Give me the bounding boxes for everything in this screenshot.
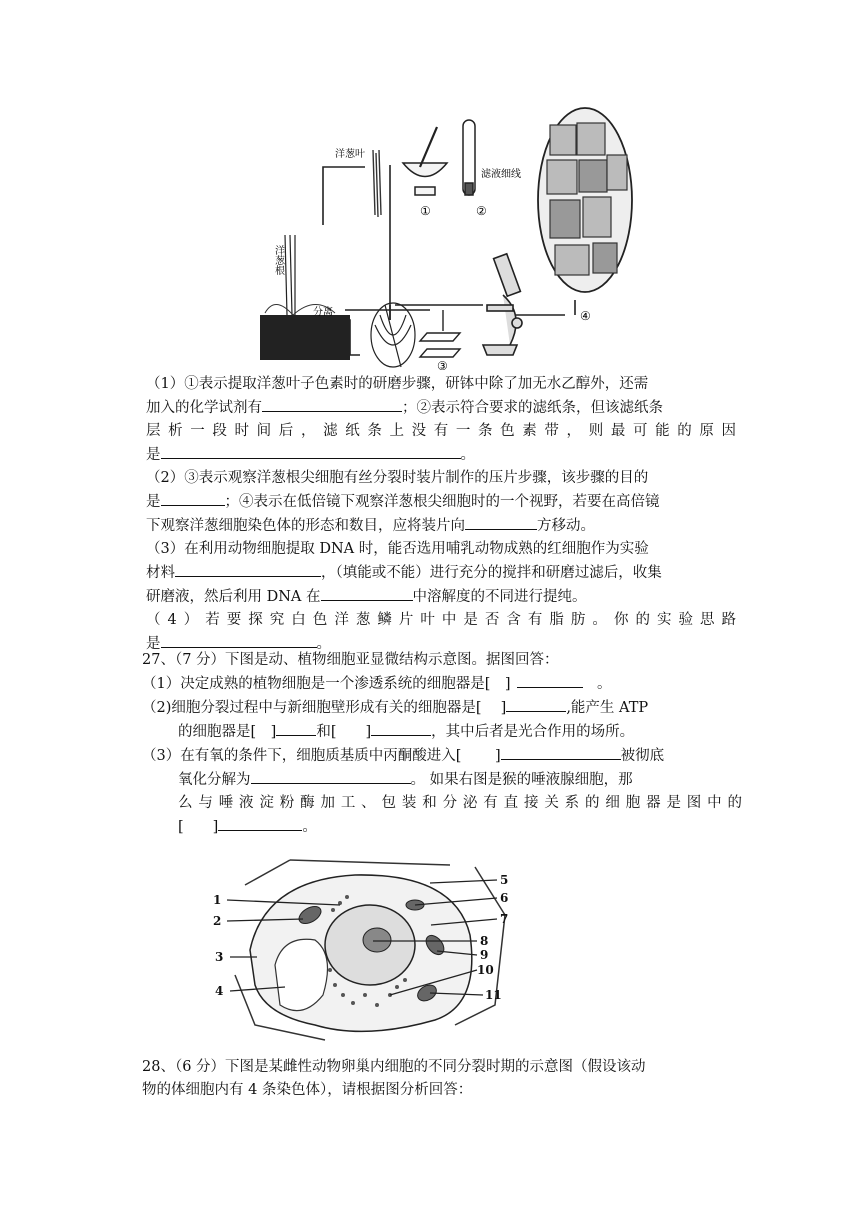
question-27	[142, 649, 742, 839]
q26-p3-line1: （3）在利用动物细胞提取 DNA 时，能否选用哺乳动物成熟的红细胞作为实验	[146, 541, 649, 557]
answer-blank[interactable]	[506, 696, 566, 712]
q26-p4-line1: （4）若要探究白色洋葱鳞片叶中是否含有脂肪。你的实验思路	[146, 612, 736, 628]
answer-blank[interactable]	[251, 768, 411, 784]
label-leaf: 洋葱叶	[335, 149, 365, 160]
cell-label-3: 3	[215, 950, 224, 964]
q27-p3d: 。 如果右图是猴的唾液腺细胞，那	[410, 772, 633, 788]
q26-p2-line2b: ；④表示在低倍镜下观察洋葱根尖细胞时的一个视野，若要在高倍镜	[224, 494, 660, 510]
question-26	[146, 373, 736, 656]
q27-p3g: 。	[302, 819, 317, 835]
q27-p3e: 么与唾液淀粉酶加工、包装和分泌有直接关系的细胞器是图中的	[178, 795, 742, 811]
answer-blank[interactable]	[262, 396, 402, 412]
plant-cell-figure	[205, 855, 525, 1045]
q26-p1-line4a: 是	[146, 447, 161, 463]
cell-label-10: 10	[477, 963, 494, 977]
q26-p1-line1: （1）①表示提取洋葱叶子色素时的研磨步骤，研钵中除了加无水乙醇外，还需	[146, 376, 649, 392]
label-filter-strip: 滤液细线	[481, 169, 521, 180]
q26-p3-line3a: 研磨液，然后利用 DNA 在	[146, 589, 321, 605]
q26-p3-line2a: 材料	[146, 565, 175, 581]
q26-p1-line2a: 加入的化学试剂有	[146, 400, 262, 416]
q27-p2a: （2)细胞分裂过程中与新细胞壁形成有关的细胞器是[ ]	[142, 700, 507, 716]
cell-label-11: 11	[485, 988, 502, 1002]
root-tip-icon	[371, 303, 415, 367]
cell-label-8: 8	[480, 934, 489, 948]
q26-p4-line2a: 是	[146, 636, 161, 652]
q26-p2-line1: （2）③表示观察洋葱根尖细胞有丝分裂时装片制作的压片步骤，该步骤的目的	[146, 470, 649, 486]
answer-blank[interactable]	[218, 815, 302, 831]
q26-p2-line3b: 方移动。	[537, 518, 595, 534]
label-separate: 分离	[313, 307, 333, 318]
q26-p4-line2b: 。	[316, 636, 331, 652]
q26-p1-line3: 层析一段时间后，滤纸条上没有一条色素带，则最可能的原因	[146, 423, 736, 439]
q27-p3f: [ ]	[178, 819, 219, 835]
question-28	[142, 1056, 742, 1102]
step3-label: ③	[437, 359, 448, 370]
q27-p2d: 和[ ]	[316, 724, 372, 740]
label-root: 洋葱根	[272, 245, 284, 275]
q27-p3a: （3）在有氧的条件下，细胞质基质中丙酮酸进入[ ]	[142, 748, 501, 764]
slide-press-icon	[420, 310, 460, 357]
cell-label-9: 9	[480, 948, 489, 962]
answer-blank[interactable]	[371, 720, 431, 736]
answer-blank[interactable]	[175, 561, 321, 577]
microscope-view-icon	[538, 108, 632, 292]
q26-p1-line2b: ；②表示符合要求的滤纸条，但该滤纸条	[402, 400, 663, 416]
q27-p2e: ，其中后者是光合作用的场所。	[431, 724, 635, 740]
q26-p2-line3a: 下观察洋葱细胞染色体的形态和数目，应将装片向	[146, 518, 465, 534]
cell-label-6: 6	[500, 891, 509, 905]
answer-blank[interactable]	[161, 443, 461, 459]
q28-line2: 物的体细胞内有 4 条染色体），请根据图分析回答：	[142, 1082, 473, 1098]
cell-label-4: 4	[215, 984, 224, 998]
answer-blank[interactable]	[161, 632, 317, 648]
q26-p1-line4b: 。	[460, 447, 475, 463]
q26-p3-line3b: 中溶解度的不同进行提纯。	[412, 589, 587, 605]
answer-blank[interactable]	[465, 514, 537, 530]
step2-label: ②	[476, 204, 487, 218]
microscope-icon	[483, 254, 522, 355]
q27-title: 27、（7 分）下图是动、植物细胞亚显微结构示意图。据图回答：	[142, 652, 559, 668]
answer-blank[interactable]	[161, 490, 225, 506]
answer-blank[interactable]	[501, 744, 621, 760]
cell-label-1: 1	[213, 893, 222, 907]
q27-p3b: 被彻底	[620, 748, 665, 764]
q28-line1: 28、（6 分）下图是某雌性动物卵巢内细胞的不同分裂时期的示意图（假设该动	[142, 1059, 646, 1075]
answer-blank[interactable]	[517, 672, 583, 688]
cell-label-2: 2	[213, 914, 222, 928]
step4-label: ④	[580, 309, 591, 323]
step1-label: ①	[420, 204, 431, 218]
q26-p3-line2b: ，（填能或不能）进行充分的搅拌和研磨过滤后，收集	[321, 565, 662, 581]
cell-label-7: 7	[500, 912, 509, 926]
answer-blank[interactable]	[321, 585, 413, 601]
cell-label-5: 5	[500, 873, 509, 887]
q26-p2-line2a: 是	[146, 494, 161, 510]
experiment-figure	[255, 105, 635, 370]
q27-p3c: 氧化分解为	[178, 772, 251, 788]
q27-p2b: ,能产生 ATP	[566, 700, 649, 716]
q27-p1a: （1）决定成熟的植物细胞是一个渗透系统的细胞器是[ ]	[142, 676, 511, 692]
answer-blank[interactable]	[276, 720, 316, 736]
q27-p1b: 。	[582, 676, 612, 692]
q27-p2c: 的细胞器是[ ]	[178, 724, 277, 740]
